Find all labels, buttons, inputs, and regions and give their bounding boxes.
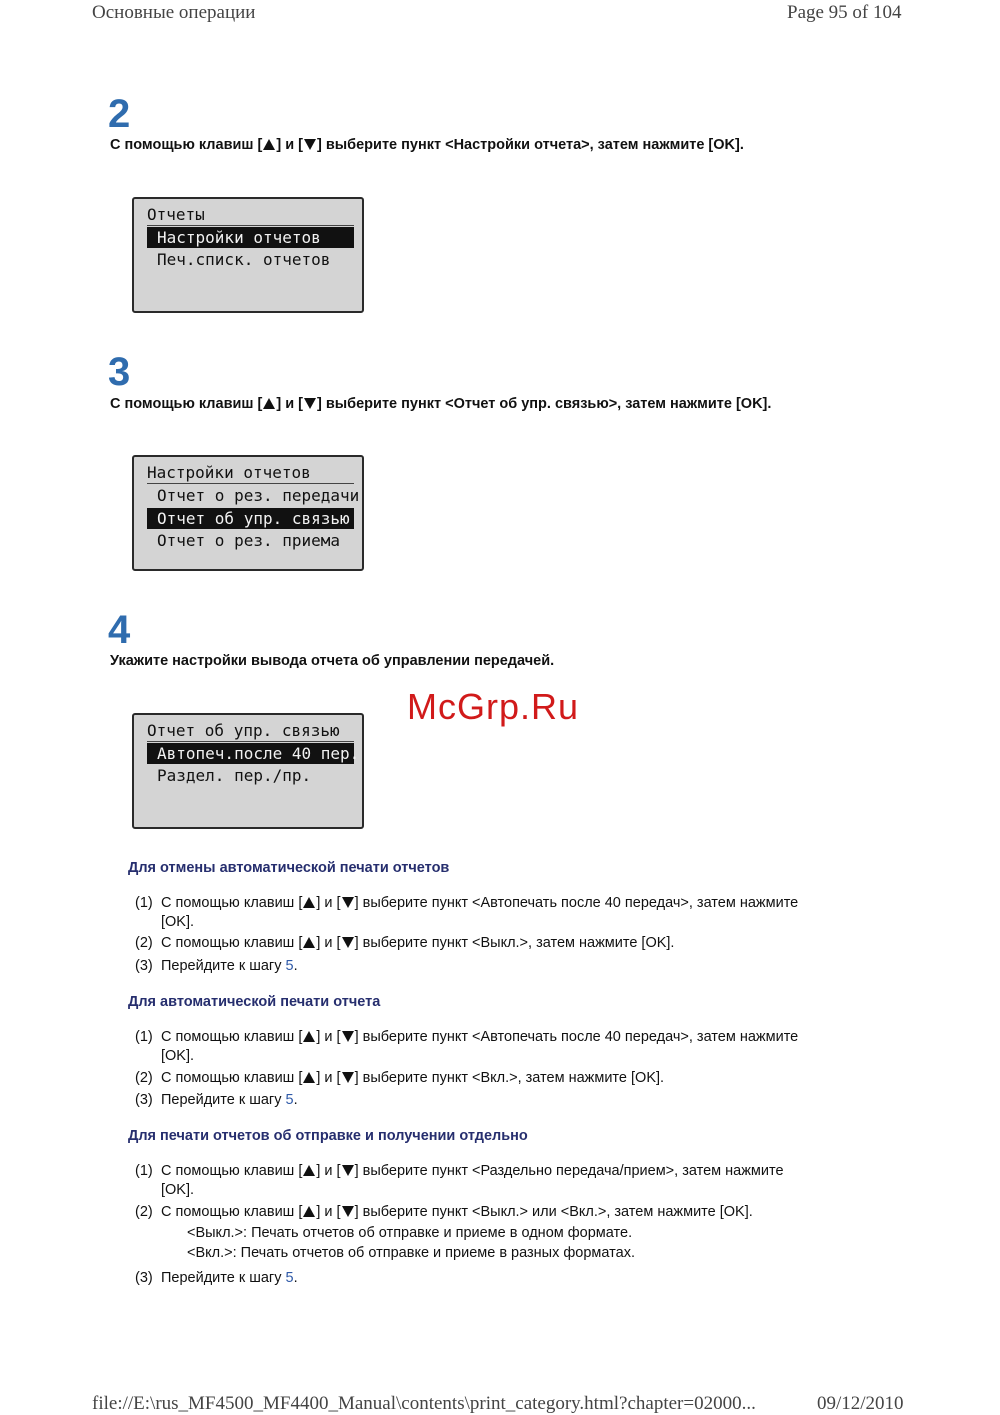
instruction-text: ] и [ — [316, 935, 341, 951]
instruction-text: . — [293, 1270, 298, 1286]
instruction-text: [OK]. — [161, 1048, 195, 1064]
instruction-text: ] и [ — [316, 1204, 341, 1220]
instruction-text: С помощью клавиш [ — [110, 137, 263, 153]
watermark: McGrp.Ru — [407, 686, 580, 727]
sub-note: <Выкл.>: Печать отчетов об отправке и приеме в одном формате. — [187, 1225, 633, 1241]
instruction-text: ] и [ — [316, 1163, 341, 1179]
lcd-row: Раздел. пер./пр. — [157, 766, 312, 785]
lcd-screen — [132, 455, 364, 571]
list-item-number: (2) — [135, 935, 153, 951]
lcd-row-selected: Автопеч.после 40 пер. — [147, 743, 354, 764]
instruction-text: С помощью клавиш [ — [161, 1070, 303, 1086]
up-arrow-icon — [303, 1072, 315, 1083]
step-number: 3 — [108, 350, 131, 394]
instruction-text: ] и [ — [316, 1029, 341, 1045]
down-arrow-icon — [342, 1072, 354, 1083]
instruction-text: С помощью клавиш [ — [161, 1204, 303, 1220]
section-heading: Для отмены автоматической печати отчетов — [128, 860, 450, 876]
instruction-text: ] и [ — [316, 1070, 341, 1086]
lcd-row: Отчет о рез. приема — [157, 531, 341, 550]
list-item-number: (2) — [135, 1070, 153, 1086]
instruction-text: ] выберите пункт <Настройки отчета>, затем нажмите [OK]. — [317, 137, 744, 153]
instruction-text: ] выберите пункт <Автопечать после 40 передач>, затем нажмите — [354, 1029, 799, 1045]
document-title: Основные операции — [92, 2, 256, 23]
instruction-text: С помощью клавиш [ — [161, 1163, 303, 1179]
list-item-number: (1) — [135, 1029, 153, 1045]
instruction-text: ] выберите пункт <Вкл.>, затем нажмите [OK]. — [354, 1070, 665, 1086]
list-item-number: (1) — [135, 1163, 153, 1179]
instruction-text: ] и [ — [316, 895, 341, 911]
instruction-text: ] выберите пункт <Отчет об упр. связью>, затем нажмите [OK]. — [317, 396, 772, 412]
lcd-row-selected: Отчет об упр. связью — [147, 508, 354, 529]
down-arrow-icon — [342, 1031, 354, 1042]
list-item-number: (1) — [135, 895, 153, 911]
instruction-text: ] и [ — [276, 396, 303, 412]
instruction-text: . — [293, 958, 298, 974]
instruction-text: С помощью клавиш [ — [161, 1029, 303, 1045]
up-arrow-icon — [303, 897, 315, 908]
sub-note: <Вкл.>: Печать отчетов об отправке и приеме в разных форматах. — [187, 1245, 635, 1261]
lcd-row: Печ.списк. отчетов — [157, 250, 331, 269]
step-instruction — [110, 137, 744, 153]
up-arrow-icon — [303, 937, 315, 948]
step-number: 2 — [108, 92, 131, 136]
instruction-text: [OK]. — [161, 1182, 195, 1198]
up-arrow-icon — [263, 398, 275, 409]
file-path: file://E:\rus_MF4500_MF4400_Manual\contents\print_category.html?chapter=02000... — [92, 1393, 756, 1414]
lcd-row: Отчет о рез. передачи — [157, 486, 360, 505]
up-arrow-icon — [263, 139, 275, 150]
instruction-text: ] выберите пункт <Автопечать после 40 передач>, затем нажмите — [354, 895, 799, 911]
lcd-title: Настройки отчетов — [147, 462, 354, 484]
lcd-screen — [132, 713, 364, 829]
instruction-text: Перейдите к шагу — [161, 1270, 286, 1286]
instruction-text: ] и [ — [276, 137, 303, 153]
down-arrow-icon — [304, 139, 316, 150]
down-arrow-icon — [342, 937, 354, 948]
step-instruction: Укажите настройки вывода отчета об управлении передачей. — [110, 653, 555, 669]
down-arrow-icon — [342, 897, 354, 908]
down-arrow-icon — [342, 1206, 354, 1217]
up-arrow-icon — [303, 1031, 315, 1042]
up-arrow-icon — [303, 1165, 315, 1176]
list-item-number: (3) — [135, 1270, 153, 1286]
step-instruction — [110, 396, 771, 412]
lcd-row-selected: Настройки отчетов — [147, 227, 354, 248]
instruction-text: [OK]. — [161, 914, 195, 930]
instruction-text: Перейдите к шагу — [161, 1092, 286, 1108]
list-item-number: (2) — [135, 1204, 153, 1220]
instruction-text: ] выберите пункт <Раздельно передача/прием>, затем нажмите — [354, 1163, 784, 1179]
instruction-text: ] выберите пункт <Выкл.> или <Вкл.>, затем нажмите [OK]. — [354, 1204, 753, 1220]
step-number: 4 — [108, 608, 131, 652]
print-date: 09/12/2010 — [817, 1393, 904, 1414]
step-link[interactable]: 5 — [285, 1270, 294, 1286]
down-arrow-icon — [342, 1165, 354, 1176]
page-number: Page 95 of 104 — [787, 2, 902, 23]
instruction-text: С помощью клавиш [ — [161, 935, 303, 951]
instruction-text: ] выберите пункт <Выкл.>, затем нажмите [OK]. — [354, 935, 675, 951]
step-link[interactable]: 5 — [285, 958, 294, 974]
list-item-number: (3) — [135, 1092, 153, 1108]
section-heading: Для печати отчетов об отправке и получении отдельно — [128, 1128, 528, 1144]
lcd-title: Отчеты — [147, 204, 354, 226]
down-arrow-icon — [304, 398, 316, 409]
instruction-text: Перейдите к шагу — [161, 958, 286, 974]
instruction-text: С помощью клавиш [ — [161, 895, 303, 911]
lcd-title: Отчет об упр. связью — [147, 720, 354, 742]
lcd-screen — [132, 197, 364, 313]
step-link[interactable]: 5 — [285, 1092, 294, 1108]
list-item-number: (3) — [135, 958, 153, 974]
section-heading: Для автоматической печати отчета — [128, 994, 381, 1010]
instruction-text: С помощью клавиш [ — [110, 396, 263, 412]
instruction-text: . — [293, 1092, 298, 1108]
up-arrow-icon — [303, 1206, 315, 1217]
